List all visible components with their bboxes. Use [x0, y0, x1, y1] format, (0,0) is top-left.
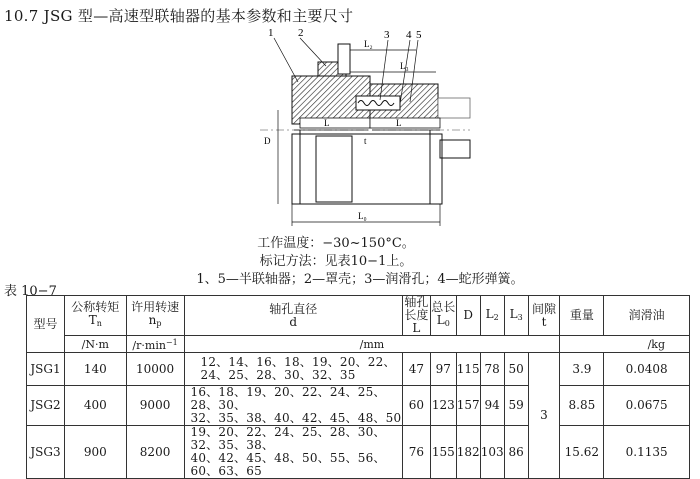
header-torque-symbol: T: [88, 313, 97, 327]
dim-l0: L₀: [358, 211, 367, 221]
unit-torque: /N·m: [64, 336, 126, 353]
header-l3: [504, 296, 528, 336]
table-label: 表 10−7: [4, 284, 57, 299]
parameters-table: [26, 295, 690, 479]
bore-line-2: 24、25、28、30、32、35: [200, 368, 356, 382]
header-speed-symbol: n: [148, 313, 157, 327]
units-row: [27, 336, 690, 353]
cell-weight: 3.9: [560, 353, 604, 386]
header-torque-subscript: n: [96, 319, 102, 328]
upper-section: [292, 44, 470, 128]
header-total-length: [430, 296, 456, 336]
header-torque-label: 公称转矩: [71, 300, 120, 314]
cell-l2: 94: [480, 386, 504, 426]
coupling-drawing: [240, 24, 480, 229]
header-gap-label: 间隙: [531, 301, 556, 316]
unit-speed-label: /r·min: [132, 339, 166, 352]
header-d: D: [456, 296, 480, 336]
dim-l3: L₃: [400, 61, 409, 71]
cell-model: JSG1: [27, 353, 65, 386]
callout-2: 2: [298, 27, 304, 39]
cell-d: 182: [456, 426, 480, 479]
header-bore-label: 轴孔直径: [269, 301, 318, 316]
cell-d: 157: [456, 386, 480, 426]
header-hub-length-label: 轴孔长度: [404, 295, 429, 322]
cell-speed: 9000: [126, 386, 184, 426]
bore-line-1: 16、18、19、20、22、24、25、28、30、: [190, 385, 386, 412]
table-row: [27, 426, 690, 479]
header-hub-length-symbol: L: [412, 321, 421, 335]
header-bore: [184, 296, 402, 336]
cell-l3: 50: [504, 353, 528, 386]
cell-speed: 8200: [126, 426, 184, 479]
cell-gap: 3: [528, 353, 560, 479]
cell-l0: 123: [430, 386, 456, 426]
parts-legend: 1、5—半联轴器；2—罩壳；3—润滑孔；4—蛇形弹簧。: [196, 272, 524, 287]
page-heading: 10.7 JSG 型—高速型联轴器的基本参数和主要尺寸: [4, 7, 354, 25]
bore-line-2: 32、35、38、40、42、45、48、50: [190, 411, 402, 425]
table-row: [27, 386, 690, 426]
callout-5: 5: [416, 29, 422, 41]
header-speed-subscript: p: [156, 319, 162, 328]
cell-l: 47: [402, 353, 430, 386]
bore-line-1: 19、20、22、24、25、28、30、32、35、38、: [190, 425, 386, 452]
cell-weight: 8.85: [560, 386, 604, 426]
dim-t: t: [364, 136, 367, 146]
header-bore-symbol: d: [289, 314, 298, 329]
cell-model: JSG2: [27, 386, 65, 426]
cell-speed: 10000: [126, 353, 184, 386]
working-temperature-note: 工作温度：−30~150°C。: [257, 236, 415, 251]
callout-1: 1: [268, 27, 274, 39]
cell-bore-list: [184, 353, 402, 386]
header-torque: [64, 296, 126, 336]
header-speed: [126, 296, 184, 336]
unit-kg: /kg: [560, 336, 690, 353]
header-weight: 重量: [560, 296, 604, 336]
cell-l: 76: [402, 426, 430, 479]
cell-l: 60: [402, 386, 430, 426]
header-total-length-symbol: L: [436, 313, 445, 327]
cell-l0: 97: [430, 353, 456, 386]
cell-oil: 0.1135: [604, 426, 690, 479]
cell-bore-list: [184, 426, 402, 479]
callout-3: 3: [384, 29, 390, 41]
cell-bore-list: [184, 386, 402, 426]
dim-d: D: [264, 136, 271, 146]
header-l2: [480, 296, 504, 336]
cell-d: 115: [456, 353, 480, 386]
cell-weight: 15.62: [560, 426, 604, 479]
header-total-length-label: 总长: [431, 300, 456, 314]
cell-model: JSG3: [27, 426, 65, 479]
dim-l2: L₂: [364, 39, 373, 49]
header-l3-symbol: L: [509, 306, 518, 321]
cell-l2: 78: [480, 353, 504, 386]
cell-l3: 86: [504, 426, 528, 479]
marking-method-note: 标记方法：见表10−1上。: [259, 254, 413, 269]
lower-body: [292, 130, 470, 204]
header-gap-symbol: t: [541, 314, 547, 329]
unit-speed-exponent: −1: [165, 338, 178, 347]
unit-mm: /mm: [184, 336, 560, 353]
header-gap: [528, 296, 560, 336]
cell-l3: 59: [504, 386, 528, 426]
cell-oil: 0.0408: [604, 353, 690, 386]
cell-torque: 140: [64, 353, 126, 386]
cell-torque: 400: [64, 386, 126, 426]
cell-oil: 0.0675: [604, 386, 690, 426]
cell-torque: 900: [64, 426, 126, 479]
cell-l2: 103: [480, 426, 504, 479]
header-row: [27, 296, 690, 336]
header-oil: 润滑油: [604, 296, 690, 336]
header-speed-label: 许用转速: [131, 300, 180, 314]
bore-line-2: 40、42、45、48、50、55、56、60、63、65: [190, 451, 386, 478]
header-l2-symbol: L: [485, 306, 494, 321]
header-total-length-subscript: 0: [444, 319, 450, 328]
dim-l-right: L: [396, 118, 402, 128]
bore-line-1: 12、14、16、18、19、20、22、: [200, 355, 396, 369]
cell-l0: 155: [430, 426, 456, 479]
header-l2-subscript: 2: [493, 312, 499, 322]
unit-speed: [126, 336, 184, 353]
header-hub-length: [402, 296, 430, 336]
header-l3-subscript: 3: [517, 312, 523, 322]
header-model: 型号: [27, 296, 65, 353]
dim-l-left: L: [324, 118, 330, 128]
callout-4: 4: [406, 29, 412, 41]
table-row: [27, 353, 690, 386]
